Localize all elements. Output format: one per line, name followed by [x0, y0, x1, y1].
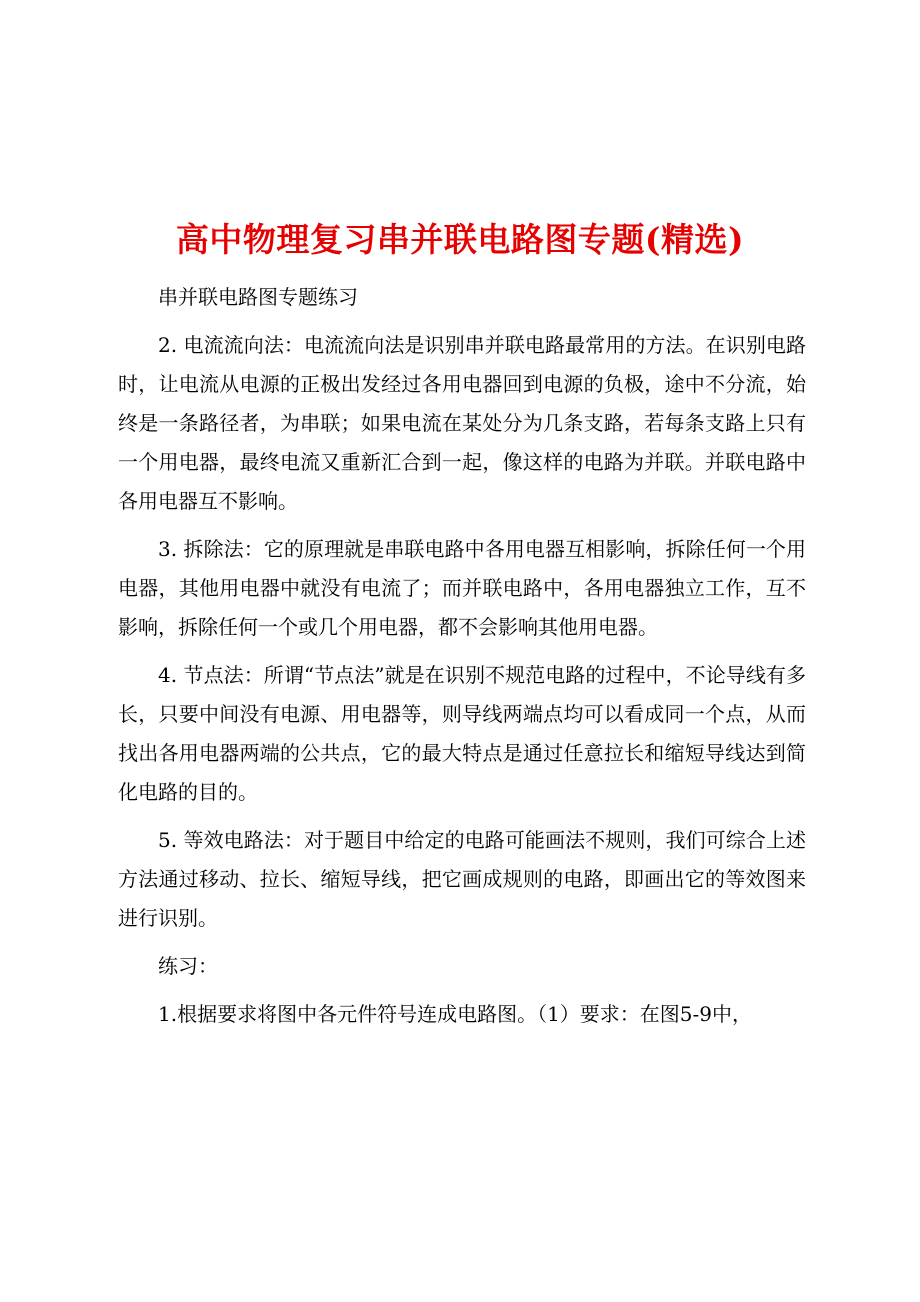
document-body — [118, 278, 806, 1034]
paragraph-exercise-heading: 练习： — [158, 954, 218, 978]
paragraph-equivalent-circuit-method: 5. 等效电路法：对于题目中给定的电路可能画法不规则，我们可综合上述方法通过移动、拉长、缩短导线，把它画成规则的电路，即画出它的等效图来进行识别。 — [118, 828, 806, 930]
paragraph-exercise-1: 1.根据要求将图中各元件符号连成电路图。（1）要求：在图5-9中， — [158, 1002, 753, 1026]
document-title: 高中物理复习串并联电路图专题(精选) — [175, 220, 745, 260]
paragraph-current-direction-method: 2. 电流流向法：电流流向法是识别串并联电路最常用的方法。在识别电路时，让电流从电源的正极出发经过各用电器回到电源的负极，途中不分流，始终是一条路径者，为串联；如果电流在某处分为几条支路，若每条支路上只有一个用电器，最终电流又重新汇合到一起，像这样的电路为并联。并联电路中各用电器互不影响。 — [118, 333, 806, 513]
paragraph-heading: 串并联电路图专题练习 — [158, 285, 358, 309]
paragraph-node-method: 4. 节点法：所谓“节点法”就是在识别不规范电路的过程中，不论导线有多长，只要中间没有电源、用电器等，则导线两端点均可以看成同一个点，从而找出各用电器两端的公共点，它的最大特点是通过任意拉长和缩短导线达到简化电路的目的。 — [118, 663, 806, 804]
paragraph-removal-method: 3. 拆除法：它的原理就是串联电路中各用电器互相影响，拆除任何一个用电器，其他用电器中就没有电流了；而并联电路中，各用电器独立工作，互不影响，拆除任何一个或几个用电器，都不会影响其他用电器。 — [118, 537, 806, 639]
